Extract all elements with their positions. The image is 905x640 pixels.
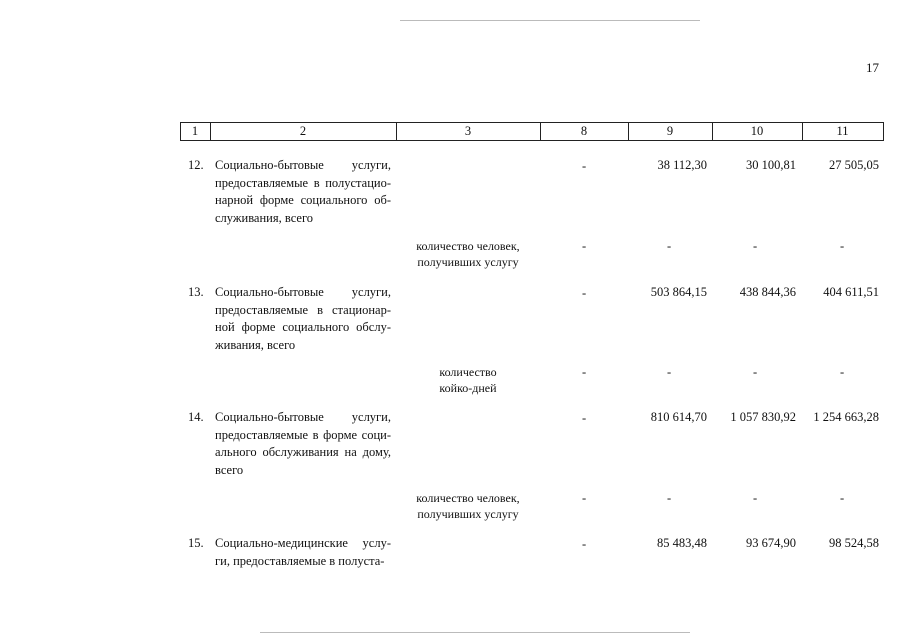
header-col-3: 3 <box>464 124 472 138</box>
row-description: Социально-бытовые услуги, предоставляемые в форме соци-ального обслуживания на дому, всего <box>215 410 391 477</box>
indicator-value-col10: - <box>753 491 758 505</box>
indicator-value-col10: - <box>753 365 758 379</box>
row-description: Социально-бытовые услуги, предоставляемые в полустацио-нарной форме социального об-служивания, всего <box>215 158 391 225</box>
header-col-1: 1 <box>191 124 199 138</box>
indicator-unit: количество койко-дней <box>439 365 497 395</box>
row-description: Социально-медицинские услу-ги, предоставляемые в полуста- <box>215 536 391 568</box>
row-number: 15. <box>188 536 204 550</box>
row-value-col8: - <box>582 411 587 425</box>
row-number: 13. <box>188 285 204 299</box>
indicator-unit: количество человек, получивших услугу <box>416 239 520 269</box>
indicator-value-col10: - <box>753 239 758 253</box>
header-col-11: 11 <box>836 124 849 138</box>
row-value-col10: 93 674,90 <box>746 536 796 550</box>
row-value-col11: 27 505,05 <box>829 158 879 172</box>
row-value-col8: - <box>582 286 587 300</box>
row-value-col11: 404 611,51 <box>823 285 879 299</box>
row-value-col10: 438 844,36 <box>739 285 796 299</box>
row-value-col9: 503 864,15 <box>650 285 707 299</box>
row-value-col9: 85 483,48 <box>657 536 707 550</box>
row-number: 14. <box>188 410 204 424</box>
header-col-10: 10 <box>750 124 764 138</box>
row-value-col8: - <box>582 537 587 551</box>
indicator-value-col9: - <box>667 491 672 505</box>
row-value-col9: 810 614,70 <box>650 410 707 424</box>
row-value-col10: 30 100,81 <box>746 158 796 172</box>
scan-artifact-top <box>400 20 700 21</box>
page-number: 17 <box>866 60 879 75</box>
row-value-col11: 1 254 663,28 <box>813 410 879 424</box>
indicator-unit: количество человек, получивших услугу <box>416 491 520 521</box>
row-number: 12. <box>188 158 204 172</box>
table-header <box>180 122 884 141</box>
indicator-value-col9: - <box>667 365 672 379</box>
row-value-col8: - <box>582 159 587 173</box>
indicator-value-col11: - <box>840 491 845 505</box>
header-col-9: 9 <box>666 124 674 138</box>
row-value-col10: 1 057 830,92 <box>730 410 796 424</box>
indicator-value-col9: - <box>667 239 672 253</box>
indicator-value-col8: - <box>582 239 587 253</box>
indicator-value-col8: - <box>582 491 587 505</box>
indicator-value-col8: - <box>582 365 587 379</box>
header-col-2: 2 <box>299 124 307 138</box>
row-value-col11: 98 524,58 <box>829 536 879 550</box>
indicator-value-col11: - <box>840 239 845 253</box>
header-col-8: 8 <box>580 124 588 138</box>
row-description: Социально-бытовые услуги, предоставляемые в стационар-ной форме социального обслу-живания, всего <box>215 285 391 352</box>
indicator-value-col11: - <box>840 365 845 379</box>
row-value-col9: 38 112,30 <box>657 158 707 172</box>
scan-artifact-bottom <box>260 632 690 633</box>
